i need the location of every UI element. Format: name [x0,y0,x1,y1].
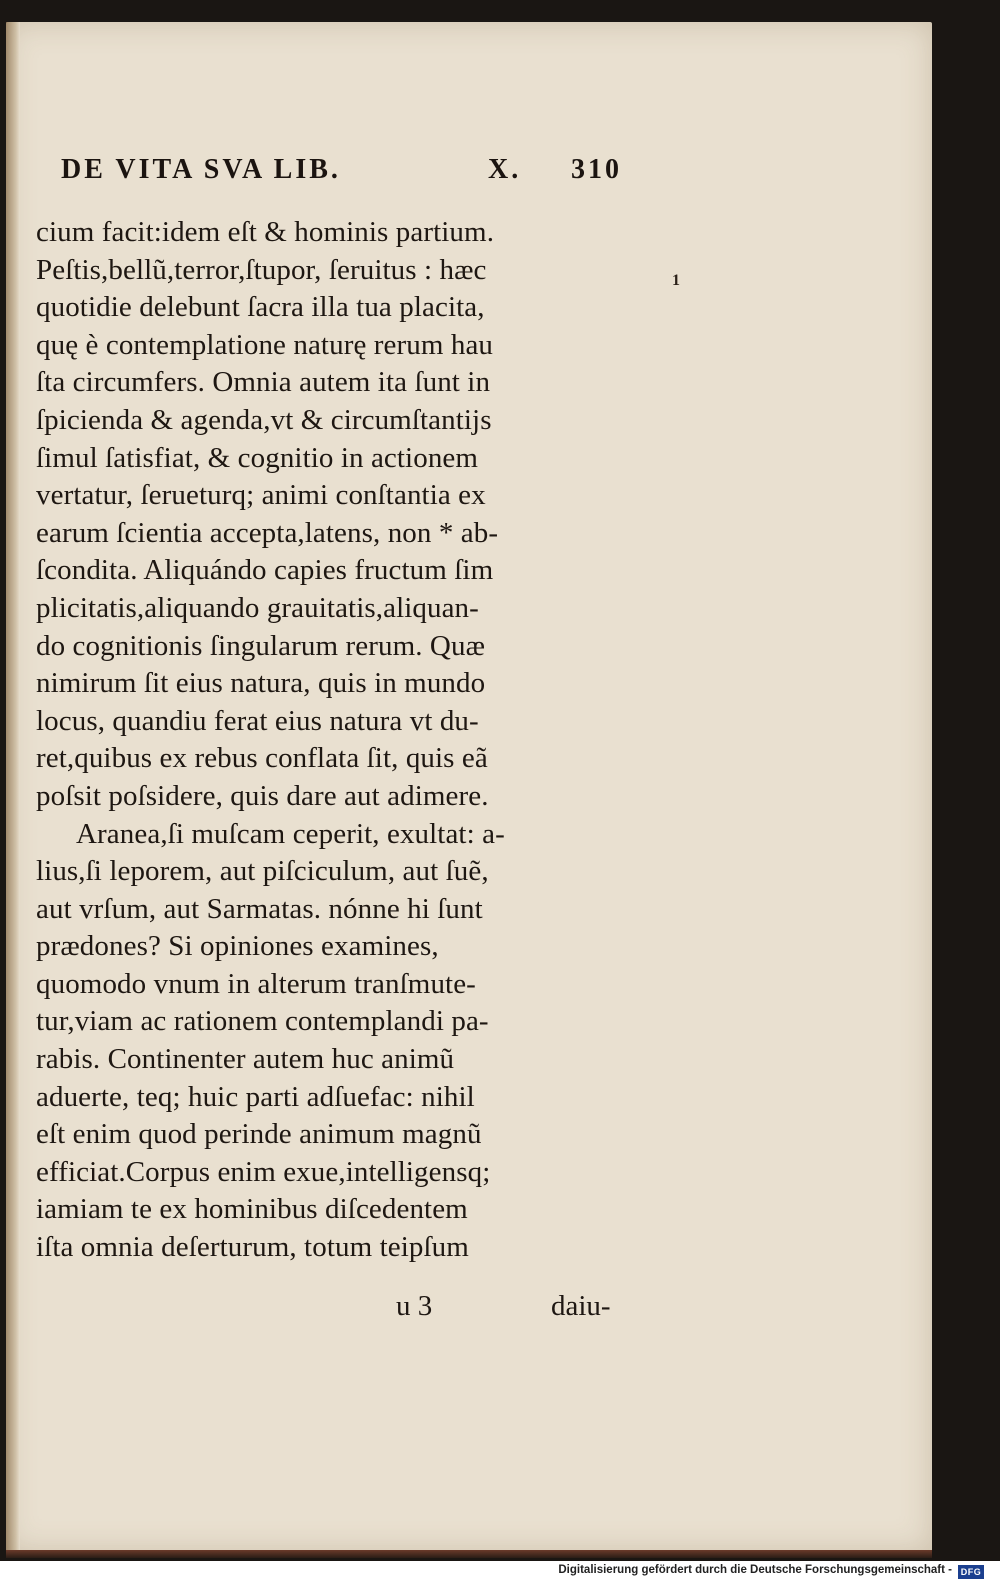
page-spine-shadow [6,22,20,1552]
text-line: ſpicienda & agenda,vt & circumſtantijs [36,403,492,436]
signature-mark: u 3 [396,1290,433,1322]
page-number: 310 [571,154,622,185]
text-line: plicitatis,aliquando grauitatis,aliquan- [36,591,479,624]
text-line: do cognitionis ſingularum rerum. Quæ [36,629,486,662]
text-line: cium facit:idem eſt & hominis partium. [36,216,495,248]
text-line: vertatur, ſerueturq; animi conſtantia ex [36,479,486,512]
footer-bar [0,1561,1000,1583]
running-header [61,148,631,192]
text-line: aduerte, teq; huic parti adſuefac: nihil [36,1080,475,1113]
text-line: prædones? Si opiniones examines, [36,930,439,963]
text-line: locus, quandiu ferat eius natura vt du- [36,704,479,737]
text-line: ſimul ſatisfiat, & cognitio in actionem [36,441,479,474]
page-bottom-edge [6,1550,932,1558]
text-line-paragraph-start: Aranea,ſi muſcam ceperit, exultat: a- [76,817,505,850]
running-title: DE VITA SVA LIB. [61,154,341,185]
margin-note: 1 [672,272,680,289]
text-line: quę è contemplatione naturę rerum hau [36,328,494,361]
text-line: ſta circumfers. Omnia autem ita ſunt in [36,366,491,399]
book-number: X. [488,154,522,185]
text-line: ſcondita. Aliquándo capies fructum ſim [36,554,494,587]
text-line: iamiam te ex hominibus diſcedentem [36,1193,468,1226]
text-line: poſsit poſsidere, quis dare aut adimere. [36,779,489,812]
catchword: daiu- [551,1290,611,1322]
text-line: quomodo vnum in alterum tranſmute- [36,967,476,1000]
text-line: rabis. Continenter autem huc animũ [36,1043,455,1076]
text-line: tur,viam ac rationem contemplandi pa- [36,1005,489,1038]
text-line: lius,ſi leporem, aut piſciculum, aut ſuẽ, [36,855,489,888]
text-line: quotidie delebunt ſacra illa tua placita, [36,291,485,324]
book-page [6,22,932,1552]
text-line: efficiat.Corpus enim exue,intelligensq; [36,1155,491,1188]
text-line: iſta omnia deſerturum, totum teipſum [36,1231,469,1264]
text-line: earum ſcientia accepta,latens, non * ab- [36,516,499,549]
body-text [36,214,676,1267]
text-line: nimirum ſit eius natura, quis in mundo [36,667,486,700]
text-line: Peſtis,bellũ,terror,ſtupor, ſeruitus : hæc [36,253,487,286]
text-line: aut vrſum, aut Sarmatas. nónne hi ſunt [36,892,483,925]
dfg-logo-icon: DFG [958,1565,984,1579]
text-line: ret,quibus ex rebus conflata ſit, quis eã [36,742,488,775]
text-line: eſt enim quod perinde animum magnũ [36,1118,482,1151]
funding-credit: Digitalisierung gefördert durch die Deutsche Forschungsgemeinschaft - [558,1564,952,1576]
